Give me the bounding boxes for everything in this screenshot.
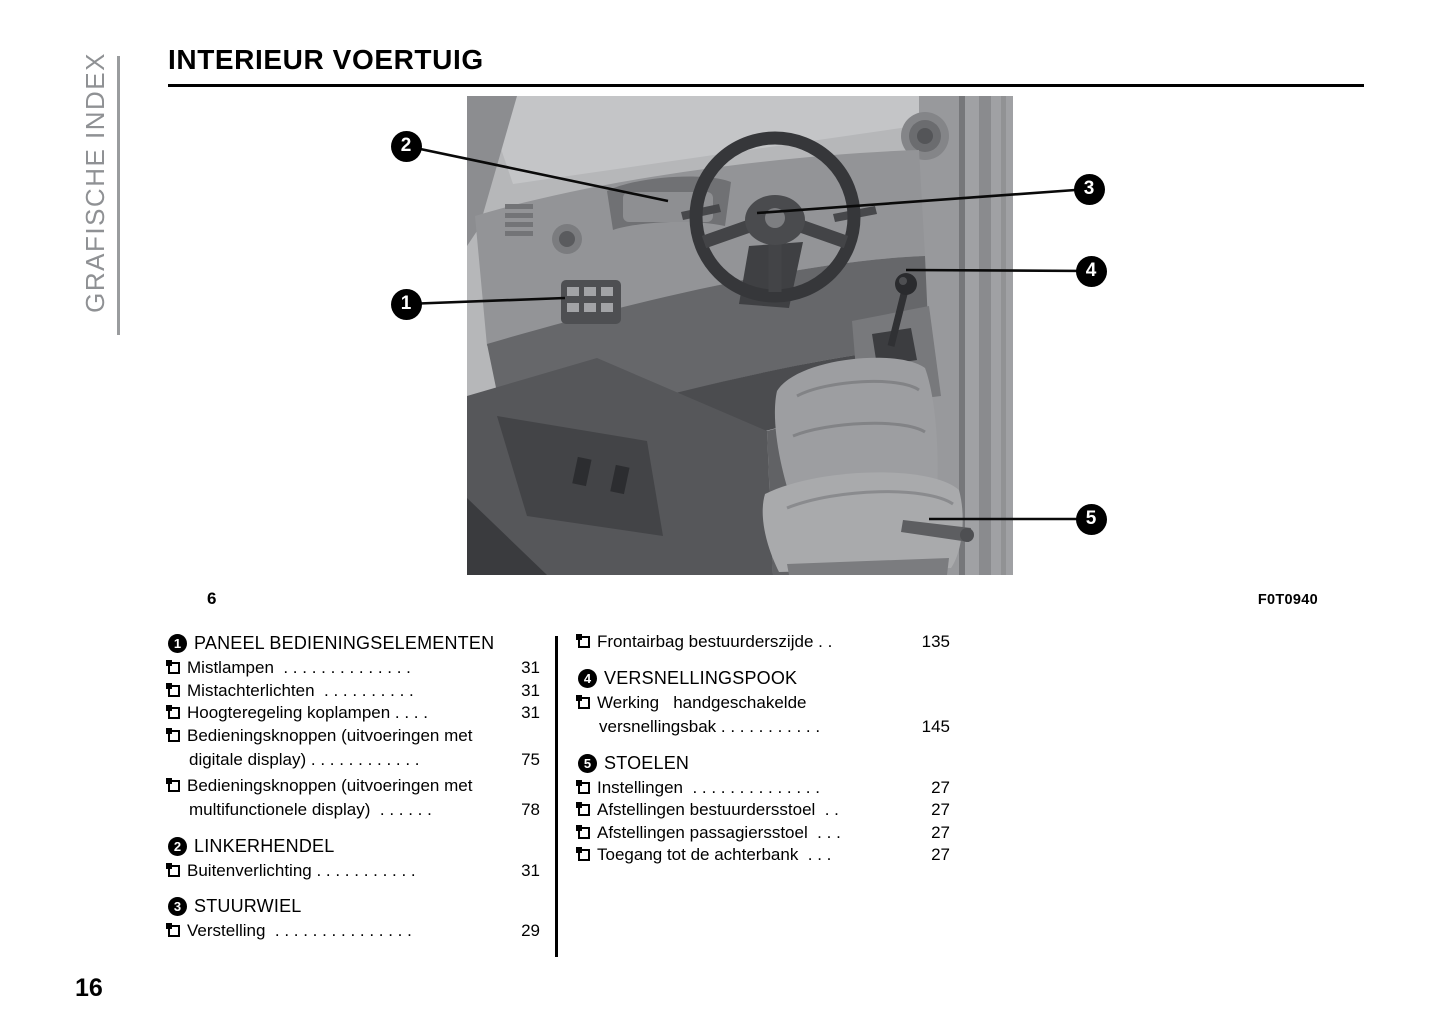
- section-number-badge: 1: [168, 634, 187, 653]
- index-entry: [578, 777, 950, 800]
- entry-page-number: 31: [521, 658, 540, 677]
- entry-label: Instellingen . . . . . . . . . . . . . .: [597, 777, 820, 797]
- entry-page-number: 27: [931, 845, 950, 864]
- section-title: PANEEL BEDIENINGSELEMENTEN: [194, 633, 495, 653]
- entry-label: versnellingsbak . . . . . . . . . . .: [599, 717, 821, 736]
- index-section-5: [578, 753, 950, 867]
- section-title: STOELEN: [604, 752, 690, 773]
- item-square-icon: [168, 865, 180, 877]
- item-square-icon: [168, 707, 180, 719]
- item-square-icon: [168, 730, 180, 742]
- index-left-column: [168, 633, 540, 943]
- index-entry-continuation: [168, 799, 540, 822]
- entry-label: digitale display) . . . . . . . . . . . .: [189, 750, 420, 769]
- figure-vehicle-interior: [380, 90, 1110, 590]
- entry-label: Buitenverlichting . . . . . . . . . . .: [187, 860, 416, 880]
- entry-page-number: 27: [931, 800, 950, 819]
- callout-1: 1: [391, 289, 422, 320]
- item-square-icon: [168, 780, 180, 792]
- section-title: STUURWIEL: [194, 896, 302, 916]
- item-square-icon: [168, 662, 180, 674]
- column-divider: [555, 636, 558, 957]
- entry-page-number: 31: [521, 703, 540, 722]
- entry-page-number: 27: [931, 777, 950, 797]
- section-number-badge: 3: [168, 897, 187, 916]
- index-entry: [168, 860, 540, 883]
- entry-label: Bedieningsknoppen (uitvoeringen met: [187, 725, 473, 745]
- section-heading: [578, 668, 950, 689]
- index-section-2: [168, 836, 540, 883]
- index-entry: [168, 725, 540, 748]
- callout-2: 2: [391, 131, 422, 162]
- entry-page-number: 75: [521, 750, 540, 769]
- index-right-column: [578, 631, 950, 867]
- section-title: VERSNELLINGSPOOK: [604, 667, 798, 688]
- index-entry: [168, 702, 540, 725]
- sidebar-label-text: GRAFISCHE INDEX: [80, 52, 110, 313]
- entry-label: Hoogteregeling koplampen . . . .: [187, 703, 428, 722]
- item-square-icon: [578, 804, 590, 816]
- index-entry: [578, 822, 950, 845]
- item-square-icon: [578, 697, 590, 709]
- item-square-icon: [168, 925, 180, 937]
- figure-number: 6: [207, 589, 217, 608]
- index-entry: [578, 844, 950, 867]
- index-section-3: [168, 896, 540, 943]
- entry-label: Afstellingen passagiersstoel . . .: [597, 822, 841, 842]
- index-entry: [168, 920, 540, 943]
- entry-label: Toegang tot de achterbank . . .: [597, 845, 832, 864]
- entry-label: Verstelling . . . . . . . . . . . . . . .: [187, 921, 412, 940]
- sidebar-section-label: [82, 52, 108, 338]
- callout-3: 3: [1074, 174, 1105, 205]
- section-title: LINKERHENDEL: [194, 835, 335, 856]
- index-entry: [168, 680, 540, 703]
- page-title: INTERIEUR VOERTUIG: [168, 44, 484, 75]
- index-entry-continuation: [578, 716, 950, 739]
- entry-page-number: 31: [521, 680, 540, 700]
- item-square-icon: [578, 849, 590, 861]
- index-section-4: [578, 668, 950, 739]
- index-entry: [578, 631, 950, 654]
- section-number-badge: 5: [578, 754, 597, 773]
- page-title-block: [168, 44, 1364, 87]
- entry-label: Mistachterlichten . . . . . . . . . .: [187, 680, 414, 700]
- sidebar-rule: [117, 56, 120, 335]
- entry-label: Werking handgeschakelde: [597, 692, 807, 712]
- entry-page-number: 145: [921, 717, 950, 736]
- entry-label: Bedieningsknoppen (uitvoeringen met: [187, 775, 473, 795]
- entry-page-number: 31: [521, 860, 540, 880]
- entry-label: Frontairbag bestuurderszijde . .: [597, 632, 833, 651]
- page-number: 16: [75, 974, 103, 1002]
- index-section-1: [168, 633, 540, 822]
- section-heading: [168, 836, 540, 857]
- item-square-icon: [578, 827, 590, 839]
- callout-lines: [380, 90, 1110, 590]
- entry-page-number: 135: [921, 632, 950, 651]
- item-square-icon: [578, 636, 590, 648]
- entry-label: Afstellingen bestuurdersstoel . .: [597, 800, 839, 819]
- figure-code: F0T0940: [1257, 592, 1318, 608]
- entry-page-number: 29: [521, 921, 540, 940]
- index-entry-continuation: [168, 749, 540, 772]
- section-heading: [578, 753, 950, 774]
- index-entry: [168, 657, 540, 680]
- section-number-badge: 2: [168, 837, 187, 856]
- section-number-badge: 4: [578, 669, 597, 688]
- index-entry: [578, 799, 950, 822]
- entry-label: Mistlampen . . . . . . . . . . . . . .: [187, 658, 411, 677]
- section-heading: [168, 896, 540, 917]
- item-square-icon: [168, 685, 180, 697]
- item-square-icon: [578, 782, 590, 794]
- entry-label: multifunctionele display) . . . . . .: [189, 800, 432, 819]
- index-entry: [168, 775, 540, 798]
- section-heading: [168, 633, 540, 654]
- callout-4: 4: [1076, 256, 1107, 287]
- index-entry: [578, 692, 950, 715]
- entry-page-number: 27: [931, 822, 950, 842]
- entry-page-number: 78: [521, 800, 540, 819]
- callout-5: 5: [1076, 504, 1107, 535]
